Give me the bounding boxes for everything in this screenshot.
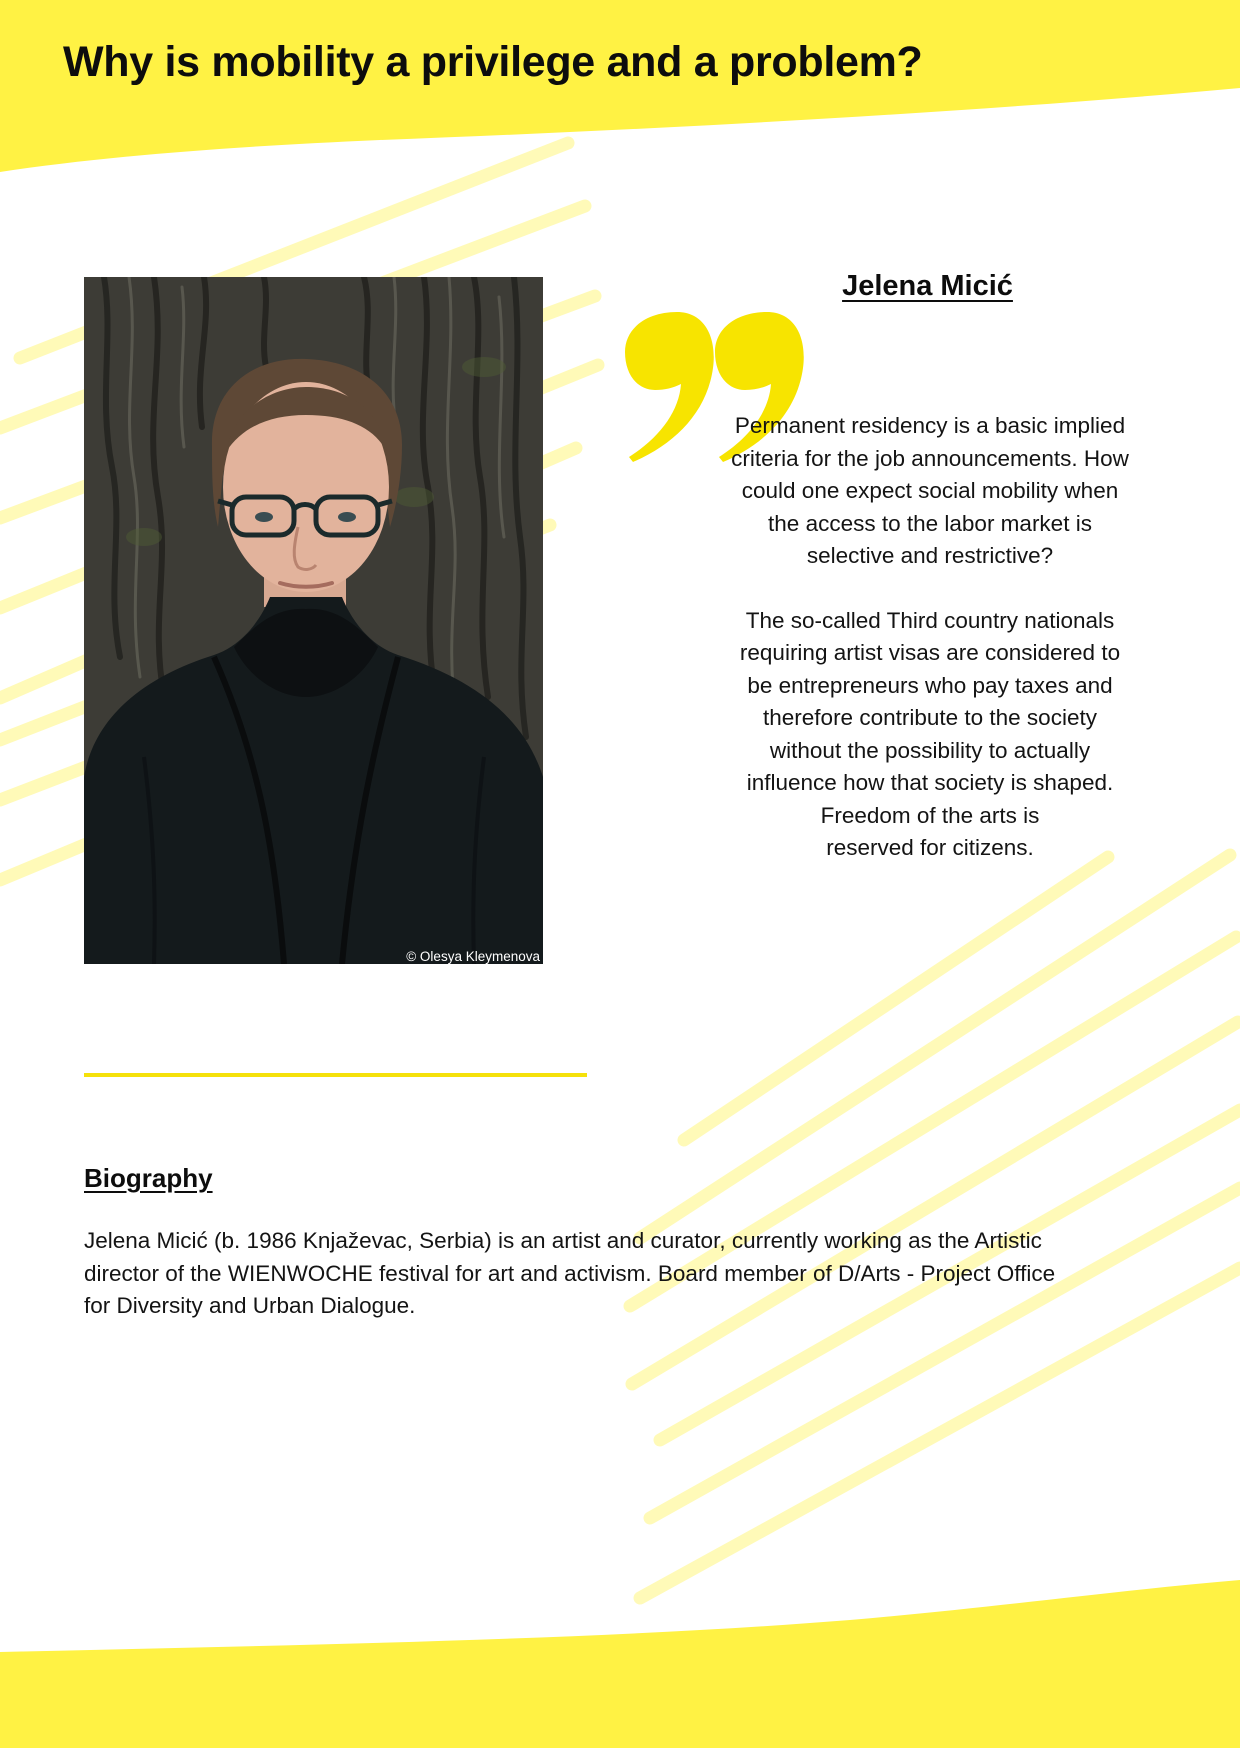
quote-line: without the possibility to actually	[769, 737, 1091, 763]
quote-line: could one expect social mobility when	[741, 478, 1119, 503]
quote-line: criteria for the job announcements. How	[731, 445, 1129, 471]
quote-paragraph	[705, 410, 1155, 573]
speaker-name: Jelena Micić	[842, 270, 1013, 302]
quote-paragraph	[705, 605, 1155, 865]
quote-line: selective and restrictive?	[806, 543, 1054, 568]
photo-credit: © Olesya Kleymenova	[406, 949, 540, 964]
footer-band	[0, 1580, 1240, 1748]
portrait-photo	[84, 277, 543, 964]
biography-line: director of the WIENWOCHE festival for art and activism. Board member of D/Arts - Project Office	[84, 1260, 1056, 1286]
quote-line: be entrepreneurs who pay taxes and	[747, 672, 1113, 698]
quote-line: therefore contribute to the society	[763, 705, 1097, 730]
quote-line: reserved for citizens.	[826, 835, 1034, 860]
page-title: Why is mobility a privilege and a problem?	[63, 38, 923, 86]
section-divider	[84, 1073, 587, 1077]
quote-line: Permanent residency is a basic implied	[734, 413, 1126, 438]
quote-line: the access to the labor market is	[768, 510, 1092, 536]
biography-line: for Diversity and Urban Dialogue.	[84, 1293, 416, 1318]
quote-line: requiring artist visas are considered to	[739, 640, 1121, 665]
biography-text	[84, 1225, 1194, 1323]
biography-heading: Biography	[84, 1163, 213, 1193]
quote-line: Freedom of the arts is	[820, 802, 1040, 828]
quote-text	[705, 410, 1155, 865]
biography-line: Jelena Micić (b. 1986 Knjaževac, Serbia) is an artist and curator, currently working as the Artistic	[84, 1228, 1042, 1253]
quote-line: influence how that society is shaped.	[746, 770, 1114, 795]
quote-line: The so-called Third country nationals	[745, 607, 1115, 633]
